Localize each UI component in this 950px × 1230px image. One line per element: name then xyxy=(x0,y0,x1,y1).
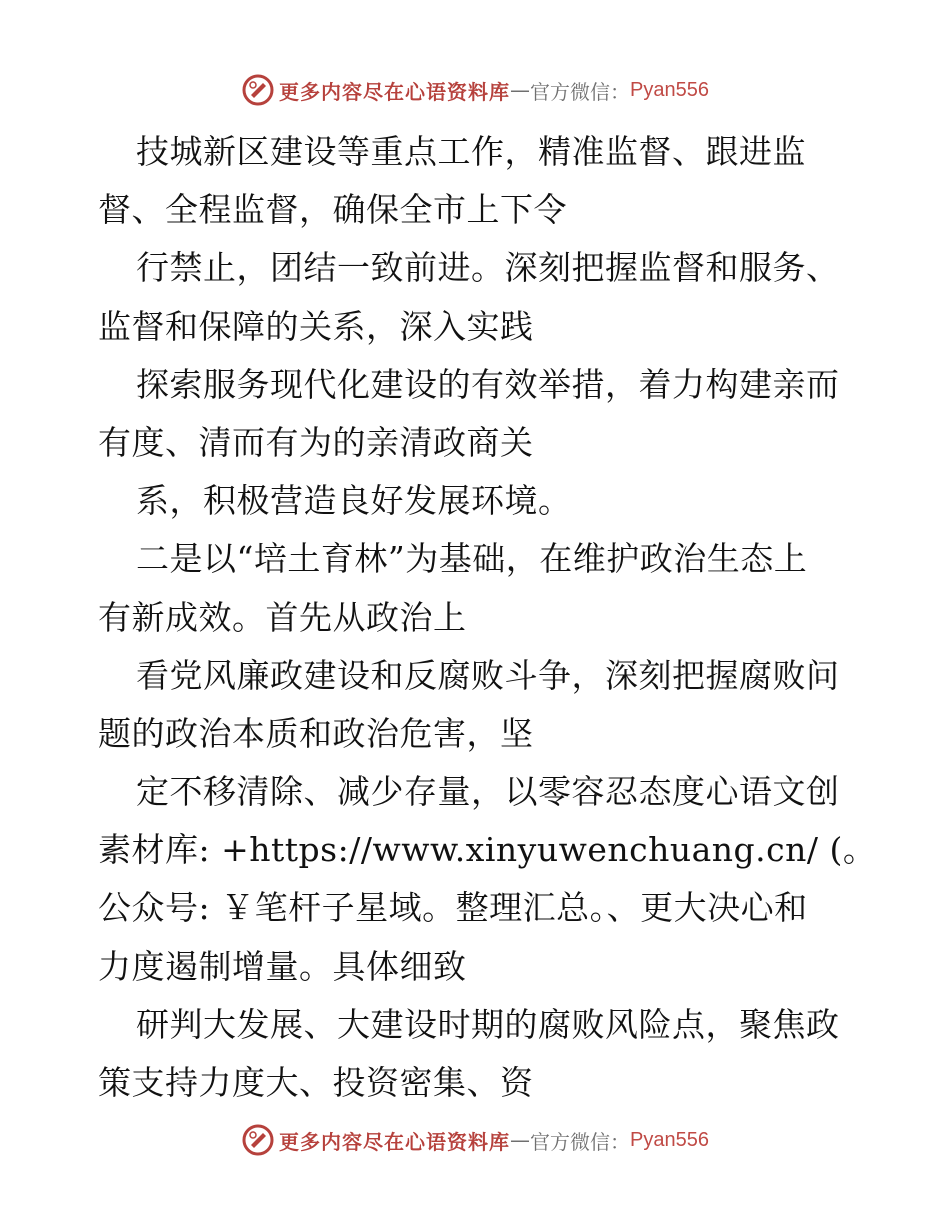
text-line: 督、全程监督，确保全市上下令 xyxy=(98,190,567,230)
text-line: 二是以“培土育林”为基础，在维护政治生态上 xyxy=(136,539,808,579)
header-separator: — xyxy=(510,78,531,102)
header-brand-text: 更多内容尽在心语资料库 xyxy=(279,79,511,104)
body-text xyxy=(98,123,877,1112)
footer-contact-label: 官方微信： xyxy=(530,1129,631,1154)
text-line: 策支持力度大、投资密集、资 xyxy=(98,1063,534,1102)
text-line: 力度遏制增量。具体细致 xyxy=(98,946,467,986)
footer-contact-id: Pyan556 xyxy=(630,1128,709,1151)
text-line: 公众号: ￥笔杆子星域。整理汇总。、更大决心和 xyxy=(98,888,808,928)
text-line: 行禁止，团结一致前进。深刻把握监督和服务、 xyxy=(136,248,840,288)
footer-separator: — xyxy=(510,1128,531,1152)
brand-logo-icon xyxy=(241,73,275,107)
text-line: 系，积极营造良好发展环境。 xyxy=(136,481,572,521)
text-line: 有新成效。首先从政治上 xyxy=(98,597,467,637)
header-contact-id: Pyan556 xyxy=(630,78,709,101)
header-contact-label: 官方微信： xyxy=(530,79,631,104)
text-line: 题的政治本质和政治危害，坚 xyxy=(98,713,534,753)
footer-brand-text: 更多内容尽在心语资料库 xyxy=(279,1129,511,1154)
text-line: 探索服务现代化建设的有效举措，着力构建亲而 xyxy=(136,364,840,404)
text-line: 定不移清除、减少存量，以零容忍态度心语文创 xyxy=(136,772,840,812)
text-line: 素材库: +https://www.xinyuwenchuang.cn/ (。 xyxy=(98,830,877,870)
text-line: 监督和保障的关系，深入实践 xyxy=(98,306,534,346)
text-line: 技城新区建设等重点工作，精准监督、跟进监 xyxy=(136,132,806,171)
text-line: 看党风廉政建设和反腐败斗争，深刻把握腐败问 xyxy=(136,655,840,695)
text-line: 有度、清而有为的亲清政商关 xyxy=(98,422,534,462)
brand-logo-icon xyxy=(241,1123,275,1157)
header-watermark xyxy=(0,70,950,110)
footer-watermark xyxy=(0,1120,950,1160)
text-line: 研判大发展、大建设时期的腐败风险点，聚焦政 xyxy=(136,1004,840,1044)
